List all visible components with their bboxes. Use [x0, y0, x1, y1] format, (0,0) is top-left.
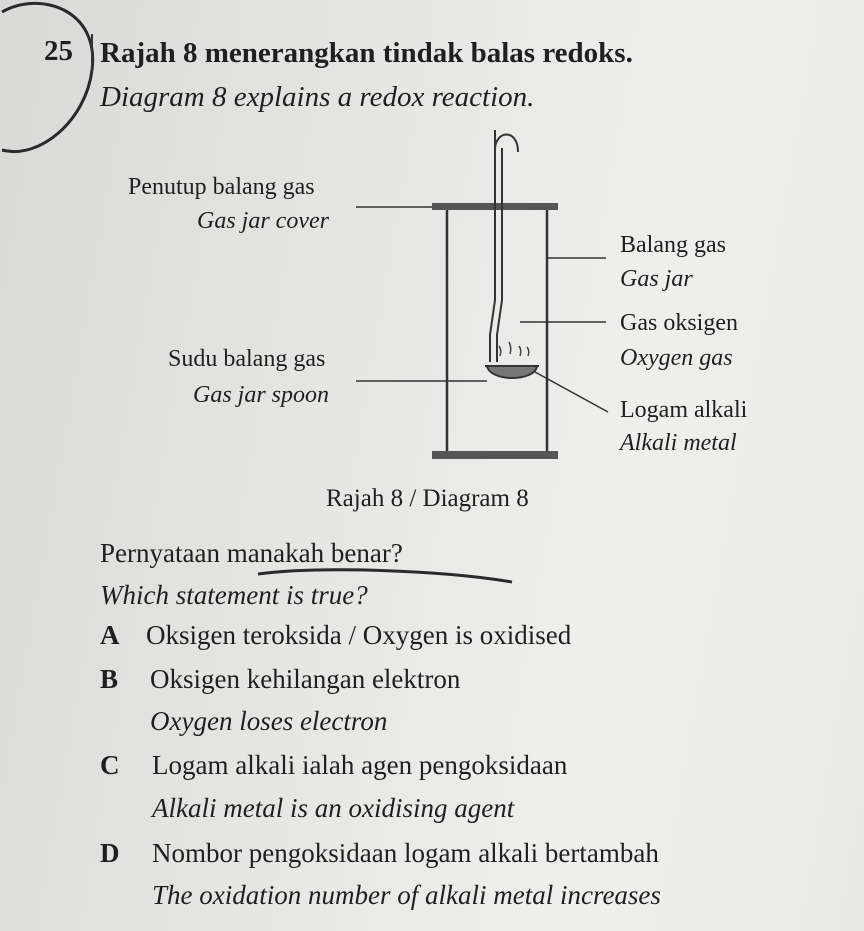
gas-jar-base [432, 451, 558, 459]
option-b-letter[interactable]: B [100, 664, 119, 694]
label-cover-english: Gas jar cover [197, 208, 329, 234]
label-jar-malay: Balang gas [620, 232, 726, 258]
label-metal-english: Alkali metal [620, 430, 737, 456]
option-a-text[interactable]: Oksigen teroksida / Oxygen is oxidised [146, 620, 572, 650]
flame-marks [499, 342, 529, 356]
option-c-text-english[interactable]: Alkali metal is an oxidising agent [152, 793, 515, 823]
label-spoon-english: Gas jar spoon [193, 382, 330, 408]
question-stem-english: Which statement is true? [100, 580, 368, 610]
option-d-text-english[interactable]: The oxidation number of alkali metal increases [152, 880, 661, 910]
question-number: 25 [44, 35, 73, 67]
question-title-malay: Rajah 8 menerangkan tindak balas redoks. [100, 37, 633, 69]
question-stem-malay: Pernyataan manakah benar? [100, 538, 403, 568]
diagram-caption: Rajah 8 / Diagram 8 [326, 485, 529, 512]
option-a-letter[interactable]: A [100, 620, 120, 650]
option-d-text-malay[interactable]: Nombor pengoksidaan logam alkali bertambah [152, 838, 659, 868]
label-metal-malay: Logam alkali [620, 397, 748, 423]
spoon-hook [495, 135, 518, 153]
label-jar-english: Gas jar [620, 266, 693, 292]
option-d-letter[interactable]: D [100, 838, 120, 868]
label-oxygen-malay: Gas oksigen [620, 310, 738, 336]
option-c-letter[interactable]: C [100, 750, 120, 780]
option-b-text-english[interactable]: Oxygen loses electron [150, 706, 388, 736]
spoon-handle [490, 130, 495, 362]
pen-circle-mark [2, 3, 93, 151]
spoon-handle-inner [497, 148, 502, 362]
label-oxygen-english: Oxygen gas [620, 345, 733, 371]
label-cover-malay: Penutup balang gas [128, 174, 315, 200]
question-title-english: Diagram 8 explains a redox reaction. [100, 81, 535, 113]
option-c-text-malay[interactable]: Logam alkali ialah agen pengoksidaan [152, 750, 568, 780]
option-b-text-malay[interactable]: Oksigen kehilangan elektron [150, 664, 461, 694]
label-spoon-malay: Sudu balang gas [168, 346, 326, 372]
spoon-bowl [487, 366, 537, 378]
